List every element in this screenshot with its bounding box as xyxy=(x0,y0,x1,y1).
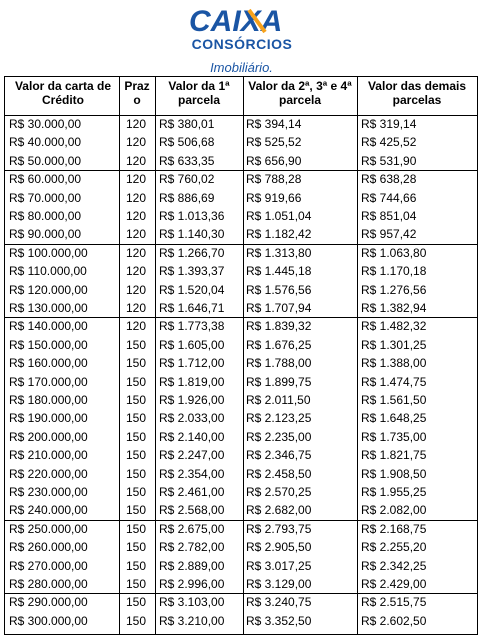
cell-first-installment: R$ 2.247,00 xyxy=(159,448,225,463)
cell-remaining: R$ 2.602,50 xyxy=(361,613,427,628)
table-row xyxy=(5,483,477,501)
price-table xyxy=(4,76,478,635)
header-term: Praz o xyxy=(124,79,150,107)
cell-second-to-fourth: R$ 919,66 xyxy=(246,190,302,205)
cell-remaining: R$ 957,42 xyxy=(361,227,417,242)
cell-credit-value: R$ 100.000,00 xyxy=(9,245,88,260)
table-row xyxy=(5,262,477,280)
cell-second-to-fourth: R$ 2.570,25 xyxy=(246,484,312,499)
cell-remaining: R$ 638,28 xyxy=(361,172,417,187)
table-row xyxy=(5,133,477,151)
cell-first-installment: R$ 1.773,38 xyxy=(159,319,225,334)
cell-remaining: R$ 1.474,75 xyxy=(361,374,427,389)
cell-term: 120 xyxy=(125,153,147,168)
cell-second-to-fourth: R$ 1.445,18 xyxy=(246,264,312,279)
cell-credit-value: R$ 140.000,00 xyxy=(9,319,88,334)
cell-credit-value: R$ 210.000,00 xyxy=(9,448,88,463)
header-second-to-fourth: Valor da 2ª, 3ª e 4ª parcela xyxy=(248,79,352,107)
table-row xyxy=(5,299,477,317)
table-row xyxy=(5,354,477,372)
table-row xyxy=(5,152,477,170)
cell-remaining: R$ 744,66 xyxy=(361,190,417,205)
cell-credit-value: R$ 60.000,00 xyxy=(9,172,82,187)
cell-credit-value: R$ 80.000,00 xyxy=(9,208,82,223)
cell-credit-value: R$ 200.000,00 xyxy=(9,429,88,444)
cell-term: 150 xyxy=(125,356,147,371)
cell-credit-value: R$ 130.000,00 xyxy=(9,300,88,315)
cell-term: 120 xyxy=(125,245,147,260)
cell-remaining: R$ 1.821,75 xyxy=(361,448,427,463)
cell-second-to-fourth: R$ 1.051,04 xyxy=(246,208,312,223)
cell-term: 150 xyxy=(125,613,147,628)
cell-term: 150 xyxy=(125,503,147,518)
cell-second-to-fourth: R$ 2.458,50 xyxy=(246,466,312,481)
cell-term: 150 xyxy=(125,374,147,389)
table-row xyxy=(5,244,477,262)
cell-term: 120 xyxy=(125,190,147,205)
cell-remaining: R$ 2.429,00 xyxy=(361,576,427,591)
cell-second-to-fourth: R$ 1.313,80 xyxy=(246,245,312,260)
cell-remaining: R$ 1.063,80 xyxy=(361,245,427,260)
table-row xyxy=(5,409,477,427)
caixa-logo xyxy=(187,4,297,52)
cell-credit-value: R$ 230.000,00 xyxy=(9,484,88,499)
cell-second-to-fourth: R$ 2.905,50 xyxy=(246,540,312,555)
cell-term: 150 xyxy=(125,540,147,555)
cell-first-installment: R$ 2.675,00 xyxy=(159,521,225,536)
cell-remaining: R$ 1.388,00 xyxy=(361,356,427,371)
cell-first-installment: R$ 633,35 xyxy=(159,153,215,168)
cell-remaining: R$ 1.276,56 xyxy=(361,282,427,297)
row-group xyxy=(5,593,477,630)
cell-second-to-fourth: R$ 2.235,00 xyxy=(246,429,312,444)
cell-credit-value: R$ 120.000,00 xyxy=(9,282,88,297)
table-row xyxy=(5,115,477,133)
cell-term: 120 xyxy=(125,208,147,223)
cell-credit-value: R$ 110.000,00 xyxy=(9,264,87,279)
cell-first-installment: R$ 1.266,70 xyxy=(159,245,225,260)
table-row xyxy=(5,428,477,446)
cell-second-to-fourth: R$ 2.793,75 xyxy=(246,521,312,536)
cell-first-installment: R$ 2.140,00 xyxy=(159,429,225,444)
cell-first-installment: R$ 3.103,00 xyxy=(159,595,225,610)
cell-credit-value: R$ 190.000,00 xyxy=(9,411,88,426)
cell-remaining: R$ 2.168,75 xyxy=(361,521,427,536)
cell-second-to-fourth: R$ 1.899,75 xyxy=(246,374,312,389)
cell-credit-value: R$ 90.000,00 xyxy=(9,227,82,242)
row-group xyxy=(5,317,477,520)
cell-first-installment: R$ 1.393,37 xyxy=(159,264,225,279)
cell-credit-value: R$ 260.000,00 xyxy=(9,540,88,555)
row-group xyxy=(5,520,477,595)
cell-term: 120 xyxy=(125,300,147,315)
cell-first-installment: R$ 886,69 xyxy=(159,190,215,205)
cell-remaining: R$ 1.382,94 xyxy=(361,300,427,315)
cell-term: 150 xyxy=(125,484,147,499)
table-row xyxy=(5,501,477,519)
cell-term: 150 xyxy=(125,521,147,536)
table-row xyxy=(5,520,477,538)
cell-first-installment: R$ 2.461,00 xyxy=(159,484,225,499)
table-row xyxy=(5,373,477,391)
cell-credit-value: R$ 160.000,00 xyxy=(9,356,88,371)
cell-first-installment: R$ 2.568,00 xyxy=(159,503,225,518)
cell-second-to-fourth: R$ 1.676,25 xyxy=(246,337,312,352)
cell-term: 150 xyxy=(125,576,147,591)
cell-remaining: R$ 1.301,25 xyxy=(361,337,427,352)
cell-second-to-fourth: R$ 1.707,94 xyxy=(246,300,312,315)
cell-credit-value: R$ 150.000,00 xyxy=(9,337,88,352)
cell-second-to-fourth: R$ 2.346,75 xyxy=(246,448,312,463)
header-credit-value: Valor da carta de Crédito xyxy=(14,79,112,107)
cell-term: 150 xyxy=(125,337,147,352)
cell-first-installment: R$ 2.996,00 xyxy=(159,576,225,591)
cell-remaining: R$ 1.170,18 xyxy=(361,264,427,279)
cell-first-installment: R$ 1.926,00 xyxy=(159,392,225,407)
header-first-installment: Valor da 1ª parcela xyxy=(168,79,230,107)
cell-first-installment: R$ 2.033,00 xyxy=(159,411,225,426)
row-group xyxy=(5,115,477,171)
cell-second-to-fourth: R$ 1.576,56 xyxy=(246,282,312,297)
cell-remaining: R$ 1.561,50 xyxy=(361,392,427,407)
cell-credit-value: R$ 170.000,00 xyxy=(9,374,88,389)
row-group xyxy=(5,244,477,319)
table-row xyxy=(5,593,477,611)
cell-second-to-fourth: R$ 525,52 xyxy=(246,135,302,150)
cell-credit-value: R$ 220.000,00 xyxy=(9,466,88,481)
table-row xyxy=(5,446,477,464)
cell-second-to-fourth: R$ 788,28 xyxy=(246,172,302,187)
cell-first-installment: R$ 1.140,30 xyxy=(159,227,225,242)
cell-credit-value: R$ 290.000,00 xyxy=(9,595,88,610)
cell-second-to-fourth: R$ 2.123,25 xyxy=(246,411,312,426)
table-row xyxy=(5,281,477,299)
table-row xyxy=(5,575,477,593)
cell-remaining: R$ 2.255,20 xyxy=(361,540,427,555)
cell-remaining: R$ 1.648,25 xyxy=(361,411,427,426)
cell-first-installment: R$ 1.605,00 xyxy=(159,337,225,352)
cell-remaining: R$ 851,04 xyxy=(361,208,417,223)
cell-credit-value: R$ 300.000,00 xyxy=(9,613,88,628)
cell-credit-value: R$ 30.000,00 xyxy=(9,117,82,131)
cell-credit-value: R$ 250.000,00 xyxy=(9,521,88,536)
table-row xyxy=(5,557,477,575)
cell-first-installment: R$ 1.712,00 xyxy=(159,356,225,371)
table-row xyxy=(5,538,477,556)
cell-second-to-fourth: R$ 3.017,25 xyxy=(246,558,312,573)
cell-first-installment: R$ 1.646,71 xyxy=(159,300,225,315)
cell-term: 120 xyxy=(125,117,147,131)
cell-remaining: R$ 1.908,50 xyxy=(361,466,427,481)
cell-first-installment: R$ 1.520,04 xyxy=(159,282,225,297)
cell-second-to-fourth: R$ 2.011,50 xyxy=(246,392,311,407)
cell-first-installment: R$ 2.782,00 xyxy=(159,540,225,555)
cell-remaining: R$ 1.955,25 xyxy=(361,484,427,499)
cell-credit-value: R$ 280.000,00 xyxy=(9,576,88,591)
cell-term: 150 xyxy=(125,411,147,426)
cell-credit-value: R$ 270.000,00 xyxy=(9,558,88,573)
cell-credit-value: R$ 50.000,00 xyxy=(9,153,82,168)
cell-second-to-fourth: R$ 3.352,50 xyxy=(246,613,312,628)
cell-first-installment: R$ 1.819,00 xyxy=(159,374,225,389)
cell-second-to-fourth: R$ 2.682,00 xyxy=(246,503,312,518)
cell-remaining: R$ 1.735,00 xyxy=(361,429,427,444)
cell-term: 150 xyxy=(125,466,147,481)
cell-second-to-fourth: R$ 1.839,32 xyxy=(246,319,312,334)
cell-first-installment: R$ 506,68 xyxy=(159,135,215,150)
caixa-wordmark xyxy=(187,4,297,36)
cell-term: 120 xyxy=(125,282,147,297)
cell-term: 120 xyxy=(125,319,147,334)
cell-second-to-fourth: R$ 3.129,00 xyxy=(246,576,312,591)
cell-credit-value: R$ 40.000,00 xyxy=(9,135,82,150)
table-row xyxy=(5,207,477,225)
table-row xyxy=(5,189,477,207)
cell-term: 120 xyxy=(125,135,147,150)
cell-first-installment: R$ 3.210,00 xyxy=(159,613,225,628)
cell-term: 150 xyxy=(125,558,147,573)
cell-second-to-fourth: R$ 3.240,75 xyxy=(246,595,312,610)
cell-term: 120 xyxy=(125,227,147,242)
cell-term: 150 xyxy=(125,392,147,407)
cell-term: 150 xyxy=(125,448,147,463)
cell-first-installment: R$ 380,01 xyxy=(159,117,215,131)
page-subtitle: Imobiliário. xyxy=(210,60,273,75)
cell-second-to-fourth: R$ 394,14 xyxy=(246,117,302,131)
table-row xyxy=(5,225,477,243)
table-row xyxy=(5,170,477,188)
cell-second-to-fourth: R$ 1.788,00 xyxy=(246,356,312,371)
cell-credit-value: R$ 180.000,00 xyxy=(9,392,88,407)
brand-name: CAIXA xyxy=(189,5,283,36)
cell-remaining: R$ 2.515,75 xyxy=(361,595,427,610)
cell-term: 120 xyxy=(125,172,147,187)
cell-remaining: R$ 319,14 xyxy=(361,117,417,131)
cell-first-installment: R$ 2.889,00 xyxy=(159,558,225,573)
brand-sub: CONSÓRCIOS xyxy=(191,36,293,52)
cell-second-to-fourth: R$ 656,90 xyxy=(246,153,302,168)
cell-second-to-fourth: R$ 1.182,42 xyxy=(246,227,312,242)
table-row xyxy=(5,465,477,483)
cell-first-installment: R$ 760,02 xyxy=(159,172,215,187)
table-row xyxy=(5,612,477,630)
table-row xyxy=(5,391,477,409)
cell-remaining: R$ 2.342,25 xyxy=(361,558,427,573)
cell-remaining: R$ 1.482,32 xyxy=(361,319,427,334)
cell-remaining: R$ 531,90 xyxy=(361,153,417,168)
cell-credit-value: R$ 240.000,00 xyxy=(9,503,88,518)
table-row xyxy=(5,336,477,354)
cell-first-installment: R$ 1.013,36 xyxy=(159,208,225,223)
cell-credit-value: R$ 70.000,00 xyxy=(9,190,82,205)
cell-first-installment: R$ 2.354,00 xyxy=(159,466,225,481)
cell-remaining: R$ 425,52 xyxy=(361,135,417,150)
cell-term: 150 xyxy=(125,429,147,444)
row-group xyxy=(5,170,477,245)
table-row xyxy=(5,317,477,335)
cell-term: 150 xyxy=(125,595,147,610)
cell-remaining: R$ 2.082,00 xyxy=(361,503,427,518)
header-remaining: Valor das demais parcelas xyxy=(367,79,467,107)
table-header xyxy=(5,77,477,116)
cell-term: 120 xyxy=(125,264,147,279)
